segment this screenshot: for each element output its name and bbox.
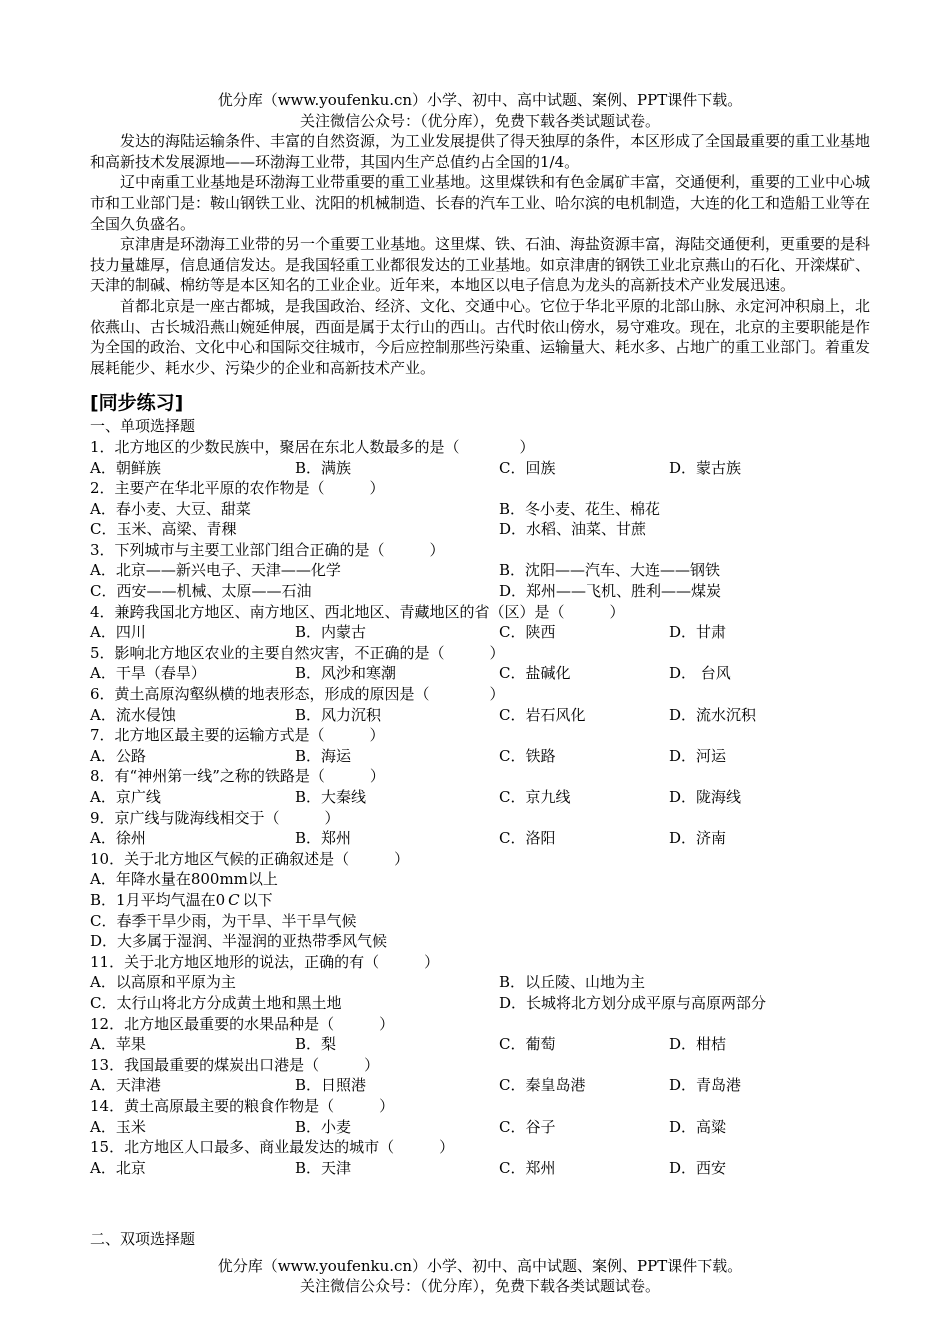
answer-option: D．柑桔 xyxy=(669,1035,727,1054)
answer-option: B．风力沉积 xyxy=(295,705,382,724)
exercise-title: [同步练习] xyxy=(90,392,184,415)
answer-option: B．风沙和寒潮 xyxy=(295,664,397,683)
document-page xyxy=(90,90,870,1178)
option-text: C．春季干旱少雨，为干旱、半干旱气候 xyxy=(90,911,357,930)
option-text: B．1月平均气温在0 xyxy=(90,890,226,909)
answer-option: C．谷子 xyxy=(499,1117,556,1136)
paragraph-1: 发达的海陆运输条件、丰富的自然资源，为工业发展提供了得天独厚的条件，本区形成了全国最重要的重工业基地和高新技术发展源地——环渤海工业带，其国内生产总值约占全国的1/4。 xyxy=(90,132,871,171)
question-stem: 4．兼跨我国北方地区、南方地区、西北地区、青藏地区的省（区）是（ ） xyxy=(90,602,625,621)
answer-option: C．郑州 xyxy=(499,1158,556,1177)
answer-option: B．郑州 xyxy=(295,829,352,848)
answer-option: C．回族 xyxy=(499,458,556,477)
answer-option: D．流水沉积 xyxy=(669,705,757,724)
answer-option: A．四川 xyxy=(90,623,146,642)
question-stem: 13．我国最重要的煤炭出口港是（ ） xyxy=(90,1055,380,1074)
answer-option: C．岩石风化 xyxy=(499,705,586,724)
option-row xyxy=(90,705,870,726)
answer-option: B．沈阳——汽车、大连——钢铁 xyxy=(499,561,721,580)
page-footer xyxy=(90,1229,870,1297)
option-row xyxy=(90,519,870,540)
answer-option: C．铁路 xyxy=(499,746,556,765)
answer-option: B．内蒙古 xyxy=(295,623,367,642)
answer-option: A．天津港 xyxy=(90,1076,161,1095)
temperature-unit: C xyxy=(228,890,240,909)
answer-option: B．天津 xyxy=(295,1158,352,1177)
answer-option: D．青岛港 xyxy=(669,1076,742,1095)
answer-option xyxy=(90,911,870,932)
answer-option: C．葡萄 xyxy=(499,1035,556,1054)
option-row xyxy=(90,828,870,849)
option-row xyxy=(90,1117,870,1138)
answer-option: A．流水侵蚀 xyxy=(90,705,176,724)
option-text: D．大多属于湿润、半湿润的亚热带季风气候 xyxy=(90,932,388,951)
option-row xyxy=(90,972,870,993)
answer-option: D．济南 xyxy=(669,829,727,848)
answer-option: A．春小麦、大豆、甜菜 xyxy=(90,499,251,518)
option-row xyxy=(90,560,870,581)
answer-option: B．以丘陵、山地为主 xyxy=(499,973,646,992)
section-double-choice: 二、双项选择题 xyxy=(90,1230,196,1248)
answer-option: B．冬小麦、花生、棉花 xyxy=(499,499,661,518)
footer-line-1: 优分库（www.youfenku.cn）小学、初中、高中试题、案例、PPT课件下载。 xyxy=(217,1256,743,1275)
answer-option: D．河运 xyxy=(669,746,727,765)
section-single-choice: 一、单项选择题 xyxy=(90,417,196,436)
answer-option: A．徐州 xyxy=(90,829,146,848)
answer-option: C．京九线 xyxy=(499,788,571,806)
answer-option: A．北京——新兴电子、天津——化学 xyxy=(90,561,341,580)
answer-option xyxy=(90,931,870,952)
question-stem: 5．影响北方地区农业的主要自然灾害，不正确的是（ ） xyxy=(90,643,505,662)
answer-option: A．苹果 xyxy=(90,1035,146,1054)
answer-option xyxy=(90,890,870,911)
option-row xyxy=(90,1034,870,1055)
option-row xyxy=(90,993,870,1014)
question-stem: 10．关于北方地区气候的正确叙述是（ ） xyxy=(90,849,410,868)
answer-option: C．西安——机械、太原——石油 xyxy=(90,582,312,601)
answer-option: B．小麦 xyxy=(295,1117,352,1136)
answer-option: B．梨 xyxy=(295,1035,337,1054)
answer-option: D．郑州——飞机、胜利——煤炭 xyxy=(499,582,722,601)
answer-option: B．日照港 xyxy=(295,1076,367,1095)
answer-option: C．玉米、高梁、青稞 xyxy=(90,520,237,539)
answer-option: D．高粱 xyxy=(669,1117,727,1136)
answer-option: C．洛阳 xyxy=(499,829,556,848)
answer-option: D．陇海线 xyxy=(669,788,742,806)
paragraph-3: 京津唐是环渤海工业带的另一个重要工业基地。这里煤、铁、石油、海盐资源丰富，海陆交通便利，更重要的是科技力量雄厚，信息通信发达。是我国轻重工业都很发达的工业基地。如京津唐的钢铁工业北京燕山的石化、开滦煤矿、天津的制碱、棉纺等是本区知名的工业企业。近年来，本地区以电子信息为龙头的高新技术产业发展迅速。 xyxy=(90,235,871,295)
question-stem: 15．北方地区人口最多、商业最发达的城市（ ） xyxy=(90,1138,455,1157)
question-stem: 12．北方地区最重要的水果品种是（ ） xyxy=(90,1014,395,1033)
answer-option: D．水稻、油菜、甘蔗 xyxy=(499,520,647,539)
option-row xyxy=(90,1075,870,1096)
answer-option: C．太行山将北方分成黄土地和黑土地 xyxy=(90,993,342,1012)
paragraph-2: 辽中南重工业基地是环渤海工业带重要的重工业基地。这里煤铁和有色金属矿丰富，交通便利，重要的工业中心城市和工业部门是：鞍山钢铁工业、沈阳的机械制造、长春的汽车工业、哈尔滨的电机制造，大连的化工和造船工业等在全国久负盛名。 xyxy=(90,173,871,233)
option-row xyxy=(90,787,870,808)
option-suffix: 以下 xyxy=(242,890,273,909)
question-stem: 8．有“神州第一线”之称的铁路是（ ） xyxy=(90,767,385,786)
option-row xyxy=(90,581,870,602)
option-row xyxy=(90,663,870,684)
answer-option: A．北京 xyxy=(90,1158,146,1177)
answer-option: D．长城将北方划分成平原与高原两部分 xyxy=(499,993,767,1012)
option-text: A．年降水量在800mm以上 xyxy=(90,870,278,889)
paragraph-4: 首都北京是一座古都城，是我国政治、经济、文化、交通中心。它位于华北平原的北部山脉、永定河冲积扇上，北依燕山、古长城沿燕山婉延伸展，西面是属于太行山的西山。古代时依山傍水，易守难攻。现在，北京的主要职能是作为全国的政治、文化中心和国际交往城市，今后应控制那些污染重、运输量大、耗水多、占地广的重工业部门。着重发展耗能少、耗水少、污染少的企业和高新技术产业。 xyxy=(90,296,871,377)
answer-option xyxy=(90,869,870,890)
answer-option: D． 台风 xyxy=(669,664,731,683)
question-stem: 6．黄土高原沟壑纵横的地表形态，形成的原因是（ ） xyxy=(90,685,505,704)
option-row xyxy=(90,499,870,520)
answer-option: A．干旱（春旱） xyxy=(90,664,206,683)
answer-option: A．京广线 xyxy=(90,788,161,806)
answer-option: B．大秦线 xyxy=(295,788,367,806)
answer-option: D．西安 xyxy=(669,1158,727,1177)
option-row xyxy=(90,622,870,643)
answer-option: D．甘肃 xyxy=(669,623,727,642)
answer-option: C．陕西 xyxy=(499,623,556,642)
header-line-2: 关注微信公众号：（优分库），免费下载各类试题试卷。 xyxy=(299,111,660,130)
answer-option: A．以高原和平原为主 xyxy=(90,973,236,992)
option-row xyxy=(90,458,870,479)
answer-option: D．蒙古族 xyxy=(669,458,742,477)
question-stem: 14．黄土高原最主要的粮食作物是（ ） xyxy=(90,1096,395,1115)
option-row xyxy=(90,1158,870,1179)
answer-option: C．秦皇岛港 xyxy=(499,1076,586,1095)
question-stem: 11．关于北方地区地形的说法，正确的有（ ） xyxy=(90,952,440,971)
question-stem: 7．北方地区最主要的运输方式是（ ） xyxy=(90,726,385,745)
answer-option: A．玉米 xyxy=(90,1117,146,1136)
option-row xyxy=(90,746,870,767)
footer-line-2: 关注微信公众号：（优分库），免费下载各类试题试卷。 xyxy=(299,1277,660,1296)
question-stem: 1．北方地区的少数民族中，聚居在东北人数最多的是（ ） xyxy=(90,437,535,456)
answer-option: B．海运 xyxy=(295,746,352,765)
answer-option: B．满族 xyxy=(295,458,352,477)
question-stem: 2．主要产在华北平原的农作物是（ ） xyxy=(90,479,385,498)
question-stem: 3．下列城市与主要工业部门组合正确的是（ ） xyxy=(90,540,445,559)
question-stem: 9．京广线与陇海线相交于（ ） xyxy=(90,808,340,827)
answer-option: C．盐碱化 xyxy=(499,664,571,683)
answer-option: A．朝鲜族 xyxy=(90,458,161,477)
header-line-1: 优分库（www.youfenku.cn）小学、初中、高中试题、案例、PPT课件下载。 xyxy=(217,91,743,109)
answer-option: A．公路 xyxy=(90,746,146,765)
question-list xyxy=(90,437,870,1178)
